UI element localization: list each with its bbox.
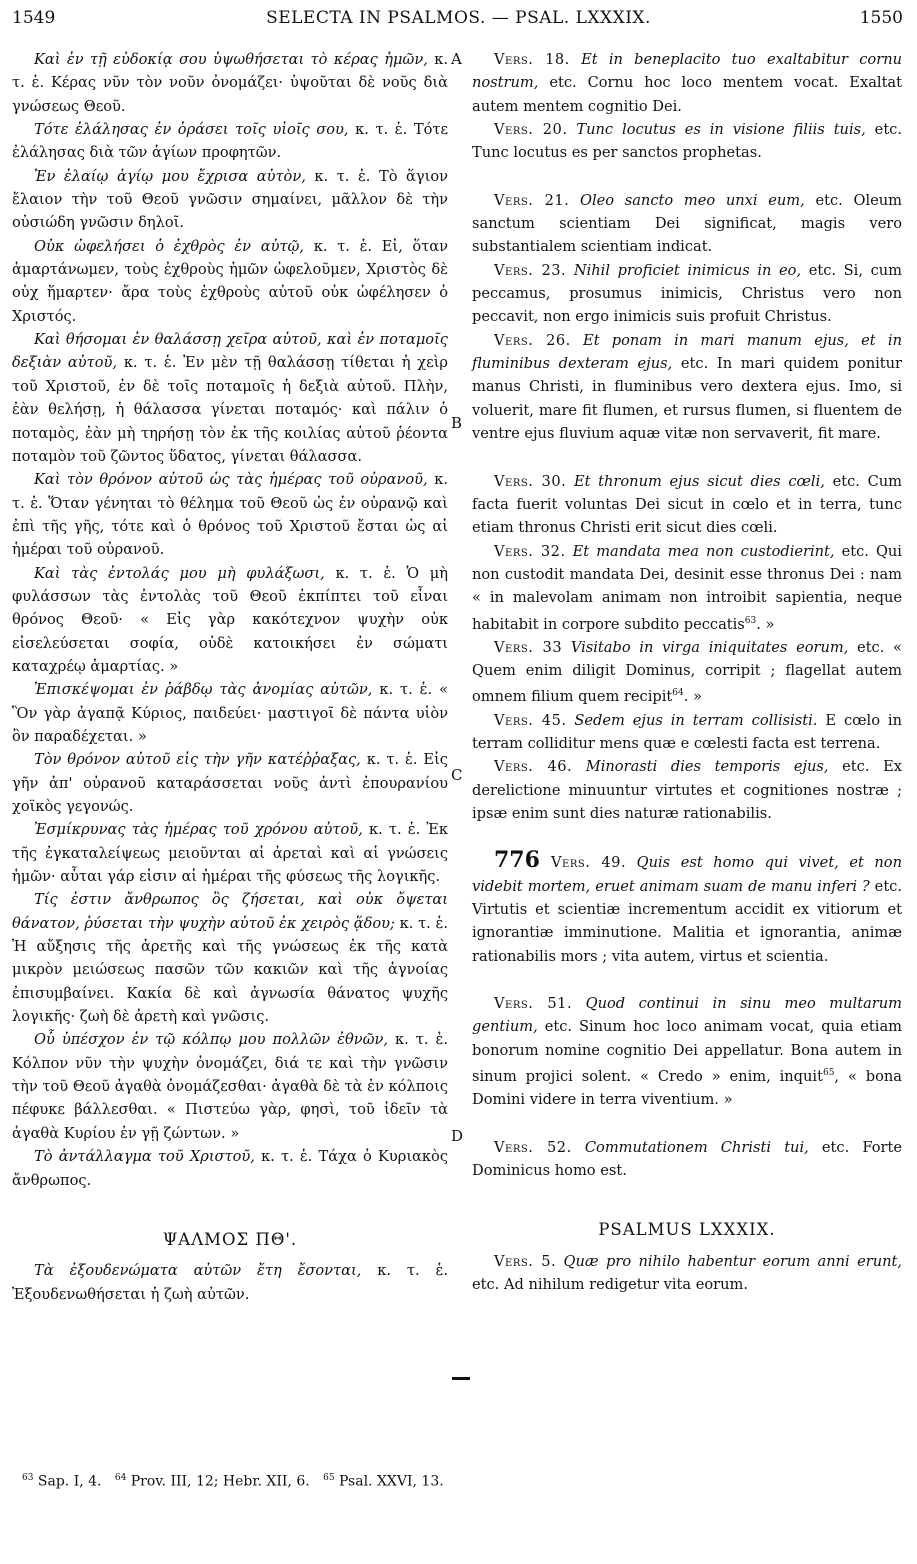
footnote-mark: 63: [22, 1473, 34, 1483]
greek-entry: Καὶ ἐν τῇ εὐδοκίᾳ σου ὑψωθήσεται τὸ κέρας ἡμῶν, κ. τ. ἑ. Κέρας νῦν τὸν νοῦν ὀνομάζει· ὑψοῦται δὲ νοῦς διὰ γνώσεως Θεοῦ.: [12, 51, 448, 115]
running-title: SELECTA IN PSALMOS. — PSAL. LXXXIX.: [266, 8, 651, 28]
latin-entry: Vers. 5. Quæ pro nihilo habentur eorum anni erunt, etc. Ad nihilum redigetur vita eorum.: [472, 1252, 903, 1294]
greek-entry: Ἐσμίκρυνας τὰς ἡμέρας τοῦ χρόνου αὐτοῦ, κ. τ. ἑ. Ἐκ τῆς ἐγκαταλείψεως μειοῦνται αἱ ἀρεταὶ καὶ αἱ γνώσεις ἡμῶν· αὗται γάρ εἰσιν αἱ ἡμέραι τῆς φύσεως τῆς λογικῆς.: [12, 821, 448, 886]
greek-entry: Καὶ τὸν θρόνον αὐτοῦ ὡς τὰς ἡμέρας τοῦ οὐρανοῦ, κ. τ. ἑ. Ὅταν γένηται τὸ θέλημα τοῦ Θεοῦ ὡς ἐν οὐρανῷ καὶ ἐπὶ τῆς γῆς, τότε καὶ ὁ θρόνος τοῦ Χριστοῦ ἔσται ὡς αἱ ἡμέραι τοῦ οὐρανοῦ.: [12, 471, 448, 559]
greek-entry: Καὶ θήσομαι ἐν θαλάσσῃ χεῖρα αὐτοῦ, καὶ ἐν ποταμοῖς δεξιὰν αὐτοῦ, κ. τ. ἑ. Ἐν μὲν τῇ θαλάσσῃ τίθεται ἡ χεὶρ τοῦ Χριστοῦ, ἐν δὲ τοῖς ποταμοῖς ἡ δεξιὰ αὐτοῦ. Πλὴν, ἐὰν θελήσῃ, ἡ θάλασσα γίνεται ποταμός· καὶ πάλιν ὁ ποταμὸς, ἐὰν μὴ τηρήσῃ τὸν ἐκ τῆς κοιλίας αὐτοῦ ῥέοντα ποταμὸν τοῦ ζῶντος ὕδατος, γίνεται θάλασσα.: [12, 331, 449, 465]
greek-entry: Τὰ ἐξουδενώματα αὐτῶν ἔτη ἔσονται, κ. τ. ἑ. Ἐξουδενωθήσεται ἡ ζωὴ αὐτῶν.: [12, 1262, 448, 1303]
latin-entry: Vers. 51. Quod continui in sinu meo multarum gentium, etc. Sinum hoc loco animam vocat, quia etiam bonorum nomine cognitio Dei appellatur. Bona autem in sinum projici solent. « Credo » enim, inquit$^{65}$, « bona Domini videre in terra viventium. »: [472, 995, 903, 1109]
footnote-ref: 65: [822, 1068, 835, 1079]
latin-entry: Vers. 18. Et in beneplacito tuo exaltabitur cornu nostrum, etc. Cornu hoc loco mentem vocat. Exaltat autem mentem cognitio Dei.: [472, 51, 902, 115]
latin-entry: Vers. 33 Visitabo in virga iniquitates eorum, etc. « Quem enim diligit Dominus, corripit ; flagellat autem omnem filium quem recipit$^{64}$. »: [472, 638, 902, 706]
margin-letter-c: C: [451, 766, 463, 784]
latin-entry: Vers. 23. Nihil proficiet inimicus in eo, etc. Si, cum peccamus, prosumus inimicis, Christus vero non peccavit, non ergo inimicis suis profuit Christus.: [472, 261, 902, 326]
footnote-mark: 65: [323, 1473, 335, 1483]
greek-column: [12, 48, 448, 1306]
latin-entry: Vers. 32. Et mandata mea non custodierint, etc. Qui non custodit mandata Dei, desinit esse thronus Dei : nam « in malevolam animam non introibit sapientia, neque habitabit in corpore subdito peccatis$^{63}$. »: [472, 542, 902, 633]
greek-entry: Οὐκ ὠφελήσει ὁ ἐχθρὸς ἐν αὐτῷ, κ. τ. ἑ. Εἰ, ὅταν ἁμαρτάνωμεν, τοὺς ἐχθροὺς ἡμῶν ὠφελοῦμεν, Χριστὸς δὲ οὐχ ἥμαρτεν· ἄρα τοὺς ἐχθροὺς αὐτοῦ οὐκ ὠφέλησεν ὁ Χριστός.: [12, 237, 448, 325]
footnote-text: Sap. I, 4.: [33, 1473, 102, 1490]
footnote-ref: 63: [744, 615, 757, 626]
latin-psalm-title: PSALMUS LXXXIX.: [598, 1220, 776, 1240]
footnote-ref: 64: [672, 688, 684, 699]
footnote-text: Psal. XXVI, 13.: [334, 1473, 444, 1490]
margin-letter-d: D: [451, 1127, 464, 1145]
footnotes: [22, 1473, 444, 1490]
greek-entry: Ἐν ἐλαίῳ ἁγίῳ μου ἔχρισα αὐτὸν, κ. τ. ἑ. Τὸ ἅγιον ἔλαιον τὴν τοῦ Θεοῦ γνῶσιν σημαίνει, μᾶλλον δὲ τὴν οὐσιώδη γνῶσιν δηλοῖ.: [12, 167, 448, 232]
greek-entry: Τὸ ἀντάλλαγμα τοῦ Χριστοῦ, κ. τ. ἑ. Τάχα ὁ Κυριακὸς ἄνθρωπος.: [12, 1148, 448, 1189]
latin-entry: Vers. 20. Tunc locutus es in visione filiis tuis, etc. Tunc locutus es per sanctos prophetas.: [472, 121, 902, 162]
latin-entry: Vers. 46. Minorasti dies temporis ejus, etc. Ex derelictione minuuntur virtutes et cognitiones nostræ ; ipsæ enim sunt dies naturæ rationabilis.: [472, 758, 902, 823]
latin-entry: Vers. 21. Oleo sancto meo unxi eum, etc. Oleum sanctum scientiam Dei significat, magis vero substantialem scientiam indicat.: [472, 191, 902, 256]
margin-letter-b: B: [451, 414, 463, 432]
latin-entry: Vers. 26. Et ponam in mari manum ejus, et in fluminibus dexteram ejus, etc. In mari quidem ponitur manus Christi, in fluminibus vero dextera ejus. Imo, si voluerit, mare fit flumen, et rursus flumen, si fluentem de ventre ejus fluvium aquæ vitæ non servaverit, fit mare.: [472, 331, 902, 443]
page-number-left: 1549: [12, 8, 56, 28]
greek-psalm-title: ΨΑΛΜΟΣ ΠΘ'.: [162, 1229, 298, 1249]
greek-entry: Τὸν θρόνον αὐτοῦ εἰς τὴν γῆν κατέῤῥαξας, κ. τ. ἑ. Εἰς γῆν ἀπ' οὐρανοῦ καταράσσεται νοῦς ἀντὶ ἐπουρανίου χοϊκὸς γεγονώς.: [12, 751, 448, 815]
greek-entry: Τότε ἐλάλησας ἐν ὁράσει τοῖς υἱοῖς σου, κ. τ. ἑ. Τότε ἐλάλησας διὰ τῶν ἁγίων προφητῶν.: [12, 121, 449, 162]
greek-entry: Ἐπισκέψομαι ἐν ῥάβδῳ τὰς ἀνομίας αὐτῶν, κ. τ. ἑ. « Ὃν γὰρ ἀγαπᾷ Κύριος, παιδεύει· μαστιγοῖ δὲ πάντα υἱὸν ὃν παραδέχεται. »: [12, 681, 449, 745]
greek-entry: Οὗ ὑπέσχον ἐν τῷ κόλπῳ μου πολλῶν ἐθνῶν, κ. τ. ἑ. Κόλπον νῦν τὴν ψυχὴν ὀνομάζει, διά τε καὶ τὴν γνῶσιν τὴν τοῦ Θεοῦ ἀγαθὰ ὀνομάζεσθαι· ἀγαθὰ δὲ τὰ ἐν κόλποις πέφυκε βάλλεσθαι. « Πιστεύω γὰρ, φησὶ, τοῦ ἰδεῖν τὰ ἀγαθὰ Κυρίου ἐν γῇ ζώντων. »: [12, 1031, 448, 1142]
page-header: [0, 0, 917, 40]
section-divider: [452, 1377, 470, 1380]
latin-entry: Vers. 30. Et thronum ejus sicut dies cœli, etc. Cum facta fuerit voluntas Dei sicut in cœlo et in terra, tunc etiam thronus Christi erit sicut dies cœli.: [472, 472, 902, 537]
latin-entry: Vers. 45. Sedem ejus in terram collisisti. E cœlo in terram colliditur mens quæ e cœlesti facta est terrena.: [472, 711, 902, 752]
footnote-text: Prov. III, 12; Hebr. XII, 6.: [126, 1473, 310, 1490]
margin-letter-a: A: [451, 50, 462, 68]
greek-entry: Καὶ τὰς ἐντολάς μου μὴ φυλάξωσι, κ. τ. ἑ. Ὁ μὴ φυλάσσων τὰς ἐντολὰς τοῦ Θεοῦ ἐκπίπτει τοῦ εἶναι θρόνος Θεοῦ· « Εἰς γὰρ κακότεχνον ψυχὴν οὐκ εἰσελεύσεται σοφία, οὐδὲ κατοικήσει ἐν σώματι καταχρέῳ ἁμαρτίας. »: [12, 564, 448, 675]
latin-entry: 776 Vers. 49. Quis est homo qui vivet, et non videbit mortem, eruet animam suam de manu inferi ? etc. Virtutis et scientiæ incrementum accidit ex vitiorum et ignorantiæ imminutione. Malitia et ignorantia, animæ rationabilis mors ; vita autem, virtus et scientia.: [472, 847, 902, 965]
footnote-mark: 64: [114, 1473, 127, 1483]
page-number-right: 1550: [859, 8, 903, 28]
latin-column: [472, 48, 902, 1296]
column-number: 776: [494, 847, 540, 874]
greek-entry: Τίς ἐστιν ἄνθρωπος ὃς ζήσεται, καὶ οὐκ ὄψεται θάνατον, ῥύσεται τὴν ψυχὴν αὐτοῦ ἐκ χειρὸς ᾅδου; κ. τ. ἑ. Ἡ αὔξησις τῆς ἀρετῆς καὶ τῆς γνώσεως ἐκ τῆς κατὰ μικρὸν μειώσεως πασῶν τῶν κακιῶν καὶ τῆς ἀγνοίας ἐπισυμβαίνει. Κακία δὲ καὶ ἀγνωσία θάνατος ψυχῆς λογικῆς· ζωὴ δὲ ἀρετὴ καὶ γνῶσις.: [12, 891, 448, 1026]
latin-entry: Vers. 52. Commutationem Christi tui, etc. Forte Dominicus homo est.: [472, 1138, 902, 1180]
